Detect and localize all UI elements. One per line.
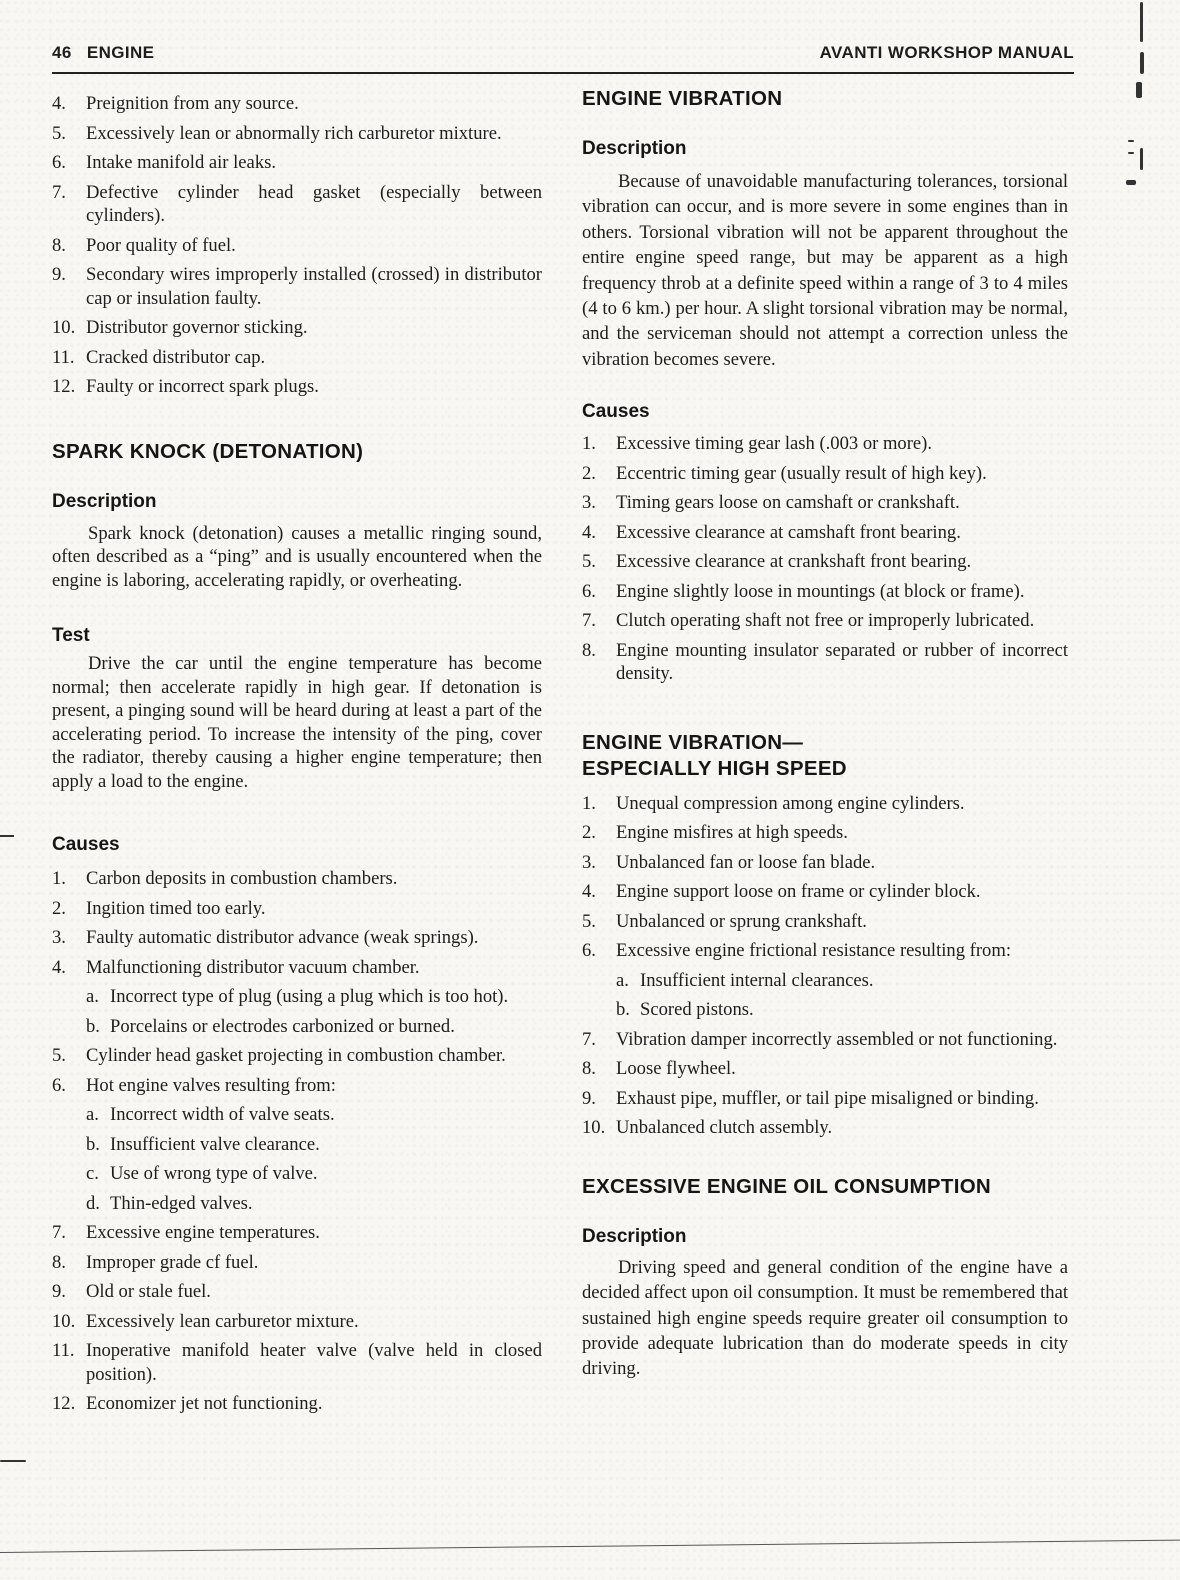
item-marker: 7. <box>582 1028 596 1050</box>
list-item <box>582 580 1068 604</box>
section-title-high-speed <box>582 730 1068 782</box>
item-text: Faulty or incorrect spark plugs. <box>86 376 319 397</box>
subheading-causes: Causes <box>582 401 650 423</box>
item-marker: 9. <box>52 1281 66 1302</box>
item-marker: 4. <box>52 93 66 114</box>
list-item <box>52 375 542 399</box>
item-marker: 11. <box>52 346 75 368</box>
item-marker: c. <box>86 1163 99 1184</box>
item-marker: d. <box>86 1192 100 1214</box>
item-text: Clutch operating shaft not free or improperly lubricated. <box>616 610 1035 632</box>
subheading-description: Description <box>52 490 157 512</box>
item-text: Unbalanced fan or loose fan blade. <box>616 851 876 873</box>
item-marker: 6. <box>52 1074 66 1096</box>
item-text: Timing gears loose on camshaft or crankshaft. <box>616 492 960 514</box>
list-subitem <box>52 1133 542 1157</box>
list-item <box>582 491 1068 515</box>
item-marker: 12. <box>52 376 76 397</box>
running-header <box>52 40 1074 74</box>
item-text: Cracked distributor cap. <box>86 346 266 368</box>
spark-knock-description: Spark knock (detonation) causes a metallic ringing sound, often described as a “ping” and is usually encountered when the engine is laboring, accelerating rapidly, or overheating. <box>52 522 542 591</box>
item-marker: 11. <box>52 1340 75 1361</box>
item-text: Carbon deposits in combustion chambers. <box>86 868 398 889</box>
item-text: Economizer jet not functioning. <box>86 1393 323 1414</box>
section-title-oil-consumption: EXCESSIVE ENGINE OIL CONSUMPTION <box>582 1174 992 1198</box>
item-marker: 9. <box>52 264 66 285</box>
section-title-engine-vibration: ENGINE VIBRATION <box>582 87 783 110</box>
item-text: Malfunctioning distributor vacuum chamber. <box>86 956 420 978</box>
list-item <box>582 1057 1068 1081</box>
list-item <box>52 1044 542 1068</box>
item-marker: 4. <box>582 881 596 903</box>
item-text: Unbalanced or sprung crankshaft. <box>616 910 867 932</box>
item-marker: 4. <box>582 521 596 543</box>
title-line-1: ENGINE VIBRATION— <box>582 730 804 754</box>
list-item <box>52 316 542 340</box>
item-marker: b. <box>616 999 630 1021</box>
item-text: Excessive clearance at camshaft front bearing. <box>616 521 961 543</box>
section-name: ENGINE <box>86 43 155 62</box>
engine-vibration-causes-list <box>582 432 1068 686</box>
item-text: Secondary wires improperly installed (crossed) in distributor cap or insulation faulty. <box>86 264 542 309</box>
list-subitem <box>52 1015 542 1039</box>
item-marker: 5. <box>582 910 596 932</box>
list-item <box>52 926 542 950</box>
item-marker: 10. <box>582 1117 606 1139</box>
list-item <box>52 1339 542 1386</box>
item-marker: 6. <box>52 152 66 173</box>
page-number: 46 <box>52 43 72 62</box>
subheading-description: Description <box>582 1225 687 1247</box>
list-item <box>52 1221 542 1245</box>
item-text: Engine support loose on frame or cylinder block. <box>616 881 981 903</box>
item-text: Excessively lean or abnormally rich carburetor mixture. <box>86 122 502 144</box>
list-item <box>52 1074 542 1098</box>
list-item <box>582 609 1068 633</box>
list-item <box>52 234 542 258</box>
item-text: Defective cylinder head gasket (especially between cylinders). <box>86 181 542 226</box>
list-item <box>52 263 542 310</box>
list-item <box>582 939 1068 963</box>
item-text: Excessive engine temperatures. <box>86 1222 320 1243</box>
item-marker: b. <box>86 1015 100 1037</box>
scan-left-mark <box>0 1460 26 1462</box>
item-marker: 8. <box>52 234 66 256</box>
list-item <box>582 792 1068 816</box>
item-text: Distributor governor sticking. <box>86 317 308 338</box>
left-column <box>52 86 542 1416</box>
list-item <box>52 867 542 891</box>
scan-edge-marks <box>1118 0 1168 420</box>
item-text: Improper grade cf fuel. <box>86 1251 259 1273</box>
continued-causes-list <box>52 92 542 399</box>
item-marker: 7. <box>52 181 66 203</box>
scan-left-mark <box>0 835 14 837</box>
item-text: Vibration damper incorrectly assembled or not functioning. <box>616 1028 1058 1050</box>
item-text: Thin-edged valves. <box>110 1192 253 1214</box>
item-marker: 7. <box>582 610 596 632</box>
subheading-description: Description <box>582 138 687 159</box>
item-text: Cylinder head gasket projecting in combustion chamber. <box>86 1045 506 1066</box>
list-item <box>582 1087 1068 1111</box>
item-text: Excessive clearance at crankshaft front bearing. <box>616 551 972 573</box>
item-marker: 12. <box>52 1393 76 1414</box>
item-marker: 5. <box>582 551 596 573</box>
item-text: Hot engine valves resulting from: <box>86 1074 336 1096</box>
list-item <box>582 880 1068 904</box>
item-marker: 8. <box>52 1251 66 1273</box>
list-item <box>582 432 1068 456</box>
item-text: Porcelains or electrodes carbonized or burned. <box>110 1015 455 1037</box>
item-marker: 2. <box>582 822 596 844</box>
item-marker: a. <box>86 1104 99 1125</box>
item-text: Excessively lean carburetor mixture. <box>86 1310 359 1332</box>
item-marker: 4. <box>52 956 66 978</box>
list-item <box>582 462 1068 486</box>
list-item <box>582 910 1068 934</box>
right-column <box>582 86 1068 1382</box>
list-item <box>582 851 1068 875</box>
item-text: Engine misfires at high speeds. <box>616 822 848 844</box>
list-item <box>582 821 1068 845</box>
item-text: Engine mounting insulator separated or rubber of incorrect density. <box>616 639 1068 685</box>
item-text: Unequal compression among engine cylinders. <box>616 792 965 814</box>
subheading-causes: Causes <box>52 834 120 855</box>
item-marker: 8. <box>582 1058 596 1080</box>
item-marker: 8. <box>582 639 596 661</box>
spark-knock-causes-list <box>52 867 542 1416</box>
item-text: Eccentric timing gear (usually result of high key). <box>616 462 987 484</box>
header-left <box>52 43 154 63</box>
item-text: Inoperative manifold heater valve (valve held in closed position). <box>86 1340 542 1385</box>
item-text: Incorrect width of valve seats. <box>110 1104 335 1125</box>
engine-vibration-description: Because of unavoidable manufacturing tolerances, torsional vibration can occur, and is more severe in some engines than in others. Torsional vibration will not be apparent throughout the entire engine speed range, but may be apparent as a high frequency throb at a definite speed within a range of 3 to 4 miles (4 to 6 km.) per hour. A slight torsional vibration may be normal, and the serviceman should not attempt a correction unless the vibration becomes severe. <box>582 171 1068 370</box>
list-item <box>52 1280 542 1304</box>
list-item <box>582 550 1068 574</box>
list-item <box>582 1028 1068 1052</box>
list-item <box>582 521 1068 545</box>
item-marker: a. <box>86 986 99 1007</box>
item-marker: 10. <box>52 1310 76 1332</box>
list-item <box>582 639 1068 686</box>
list-item <box>52 92 542 116</box>
item-text: Insufficient valve clearance. <box>110 1133 320 1155</box>
item-marker: 10. <box>52 317 76 338</box>
item-marker: 6. <box>582 580 596 602</box>
high-speed-causes-list <box>582 792 1068 1140</box>
item-marker: 1. <box>582 433 596 455</box>
list-subitem <box>52 1103 542 1127</box>
title-line-2: ESPECIALLY HIGH SPEED <box>582 756 847 780</box>
item-text: Unbalanced clutch assembly. <box>616 1117 833 1139</box>
item-text: Excessive engine frictional resistance resulting from: <box>616 940 1011 962</box>
item-text: Use of wrong type of valve. <box>110 1163 318 1184</box>
item-marker: 6. <box>582 940 596 962</box>
item-text: Loose flywheel. <box>616 1058 736 1080</box>
item-marker: 2. <box>582 462 596 484</box>
item-text: Old or stale fuel. <box>86 1281 211 1302</box>
subheading-test: Test <box>52 625 90 646</box>
item-text: Preignition from any source. <box>86 93 299 114</box>
page-bottom-rule <box>0 1540 1180 1553</box>
item-marker: 2. <box>52 897 66 919</box>
list-subitem <box>582 998 1068 1022</box>
item-marker: b. <box>86 1133 100 1155</box>
item-text: Faulty automatic distributor advance (weak springs). <box>86 927 479 948</box>
item-text: Ingition timed too early. <box>86 897 266 919</box>
item-marker: 3. <box>52 927 66 948</box>
list-item <box>52 122 542 146</box>
list-subitem <box>52 1192 542 1216</box>
list-subitem <box>52 985 542 1009</box>
item-text: Poor quality of fuel. <box>86 234 236 256</box>
item-text: Insufficient internal clearances. <box>640 969 874 991</box>
item-marker: 5. <box>52 1045 66 1066</box>
section-title-spark-knock: SPARK KNOCK (DETONATION) <box>52 439 364 463</box>
item-marker: a. <box>616 969 629 991</box>
item-marker: 7. <box>52 1222 66 1243</box>
item-text: Scored pistons. <box>640 999 754 1021</box>
list-item <box>52 1310 542 1334</box>
list-item <box>52 956 542 980</box>
list-item <box>52 346 542 370</box>
book-title: AVANTI WORKSHOP MANUAL <box>819 43 1074 62</box>
item-text: Excessive timing gear lash (.003 or more). <box>616 433 933 455</box>
item-text: Engine slightly loose in mountings (at block or frame). <box>616 580 1025 602</box>
item-marker: 1. <box>582 792 596 814</box>
list-item <box>582 1116 1068 1140</box>
item-text: Intake manifold air leaks. <box>86 152 276 173</box>
list-item <box>52 151 542 175</box>
list-item <box>52 1251 542 1275</box>
list-item <box>52 1392 542 1416</box>
item-text: Incorrect type of plug (using a plug which is too hot). <box>110 986 509 1007</box>
spark-knock-test: Drive the car until the engine temperature has become normal; then accelerate rapidly in high gear. If detonation is present, a pinging sound will be heard during at least a part of the accelerating period. To increase the intensity of the ping, cover the radiator, thereby causing a higher engine temperature; then apply a load to the engine. <box>52 653 542 792</box>
list-subitem <box>582 969 1068 993</box>
item-marker: 5. <box>52 122 66 144</box>
list-item <box>52 897 542 921</box>
item-text: Exhaust pipe, muffler, or tail pipe misaligned or binding. <box>616 1087 1039 1109</box>
list-item <box>52 181 542 228</box>
item-marker: 9. <box>582 1087 596 1109</box>
item-marker: 3. <box>582 851 596 873</box>
oil-consumption-description: Driving speed and general condition of the engine have a decided affect upon oil consumption. It must be remembered that sustained high engine speeds require greater oil consumption to provide adequate lubrication than do moderate speeds in city driving. <box>582 1256 1068 1380</box>
item-marker: 1. <box>52 868 66 889</box>
list-subitem <box>52 1162 542 1186</box>
item-marker: 3. <box>582 492 596 514</box>
